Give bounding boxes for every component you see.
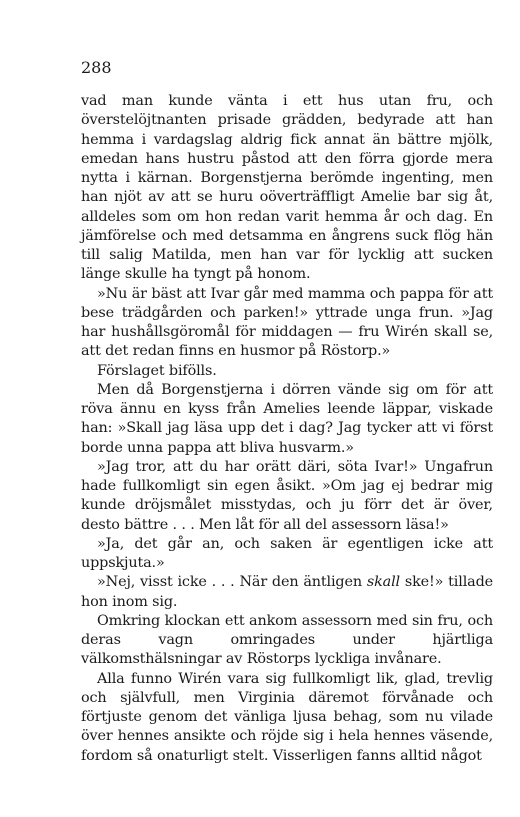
book-page [81,58,493,766]
paragraph-7-before: »Nej, visst icke . . . När den äntligen [97,574,367,591]
body-text [81,92,493,766]
paragraph-5: »Jag tror, att du har orätt däri, söta Ivar!» Ungafrun hade fullkomligt sin egen åsikt. »Om jag ej bedrar mig kunde dröjsmålet misstydas, och ju förr det är över, desto bättre . . . Men låt för all del assessorn läsa!» [81,458,493,533]
paragraph-8: Omkring klockan ett ankom assessorn med sin fru, och deras vagn omringades under hjärtliga välkomsthälsningar av Röstorps lyckliga invånare. [81,612,493,668]
paragraph-6: »Ja, det går an, och saken är egentligen icke att uppskjuta.» [81,535,493,571]
paragraph-4: Men då Borgenstjerna i dörren vände sig om för att röva ännu en kyss från Amelies leende läppar, viskade han: »Skall jag läsa upp det i dag? Jag tycker att vi först borde unna pappa att bliva husvarm.» [81,381,493,456]
paragraph-7 [81,573,493,612]
page-number: 288 [81,58,112,77]
paragraph-7-emphasis: skall [366,574,400,591]
paragraph-3: Förslaget bifölls. [97,362,217,379]
paragraph-2: »Nu är bäst att Ivar går med mamma och pappa för att bese trädgården och parken!» yttrade unga frun. »Jag har hushållsgöromål för middagen — fru Wirén skall se, att det redan finns en husmor på Röstorp.» [81,285,493,360]
paragraph-9: Alla funno Wirén vara sig fullkomligt lik, glad, trevlig och självfull, men Virginia däremot förvånade och förtjuste genom det vänliga ljusa behag, som nu vilade över hennes ansikte och röjde sig i hela hennes väsende, fordom så onaturligt stelt. Visserligen fanns alltid något [81,670,493,764]
paragraph-1: vad man kunde vänta i ett hus utan fru, och överstelöjtnanten prisade grädden, bedyrade att han hemma i vardagslag aldrig fick annat än bättre mjölk, emedan hans hustru påstod att den förra gjorde mera nytta i kärnan. Borgenstjerna berömde ingenting, men han njöt av att se huru oöverträffligt Amelie bar sig åt, alldeles som om hon redan varit hemma år och dag. En jämförelse och med detsamma en ångrens suck flög hän till salig Matilda, men han var för lycklig att sucken länge skulle ha tyngt på honom. [81,93,493,283]
paragraph-7-after: ske!» tillade hon inom sig. [81,574,494,610]
